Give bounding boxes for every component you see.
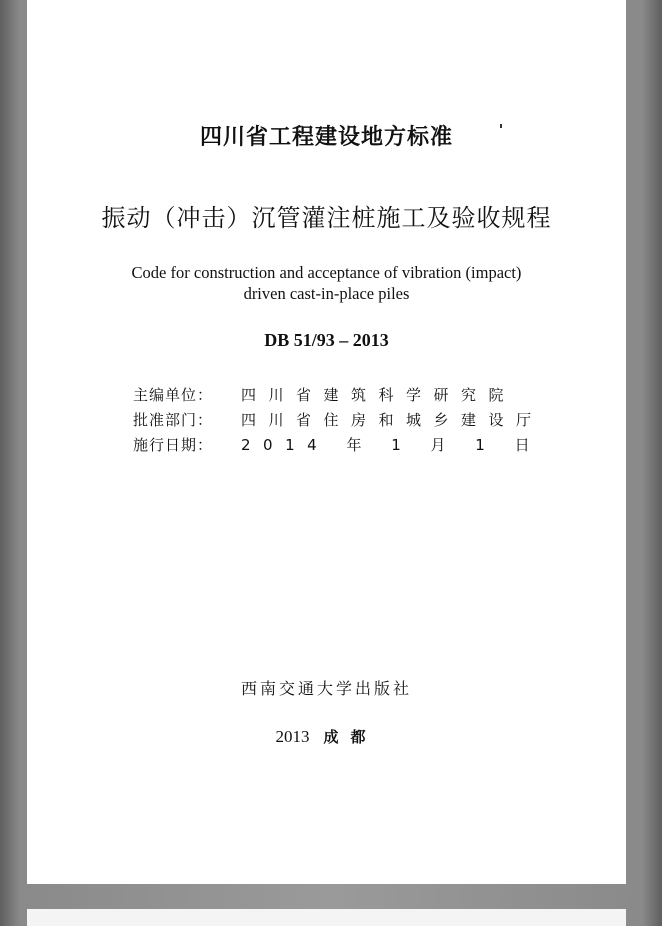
publication-city: 成都	[323, 728, 378, 746]
info-row-editor	[133, 382, 544, 407]
info-value: 四川省住房和城乡建设厅	[241, 411, 544, 429]
standard-code: DB 51/93 – 2013	[264, 330, 389, 350]
title-english-line-1: Code for construction and acceptance of vibration (impact)	[131, 263, 522, 282]
title-english	[27, 262, 626, 304]
info-label: 批准部门：	[133, 411, 214, 429]
publication-year: 2013	[275, 727, 310, 746]
publisher: 西南交通大学出版社	[240, 679, 412, 698]
info-row-approver	[133, 407, 544, 432]
title-english-line-2: driven cast-in-place piles	[243, 284, 410, 303]
info-block	[133, 382, 544, 457]
info-value: 四川省建筑科学研究院	[241, 386, 517, 404]
document-page	[27, 0, 626, 884]
year-city	[27, 726, 626, 747]
scan-mark	[500, 124, 502, 128]
series-title: 四川省工程建设地方标准	[199, 125, 453, 150]
info-value: 2014 年 1 月 1 日	[241, 436, 543, 454]
info-row-effective-date	[133, 432, 544, 457]
title-chinese: 振动（冲击）沉管灌注桩施工及验收规程	[101, 204, 552, 232]
info-label: 施行日期：	[133, 436, 214, 454]
next-page-edge	[27, 909, 626, 926]
info-label: 主编单位：	[133, 386, 214, 404]
